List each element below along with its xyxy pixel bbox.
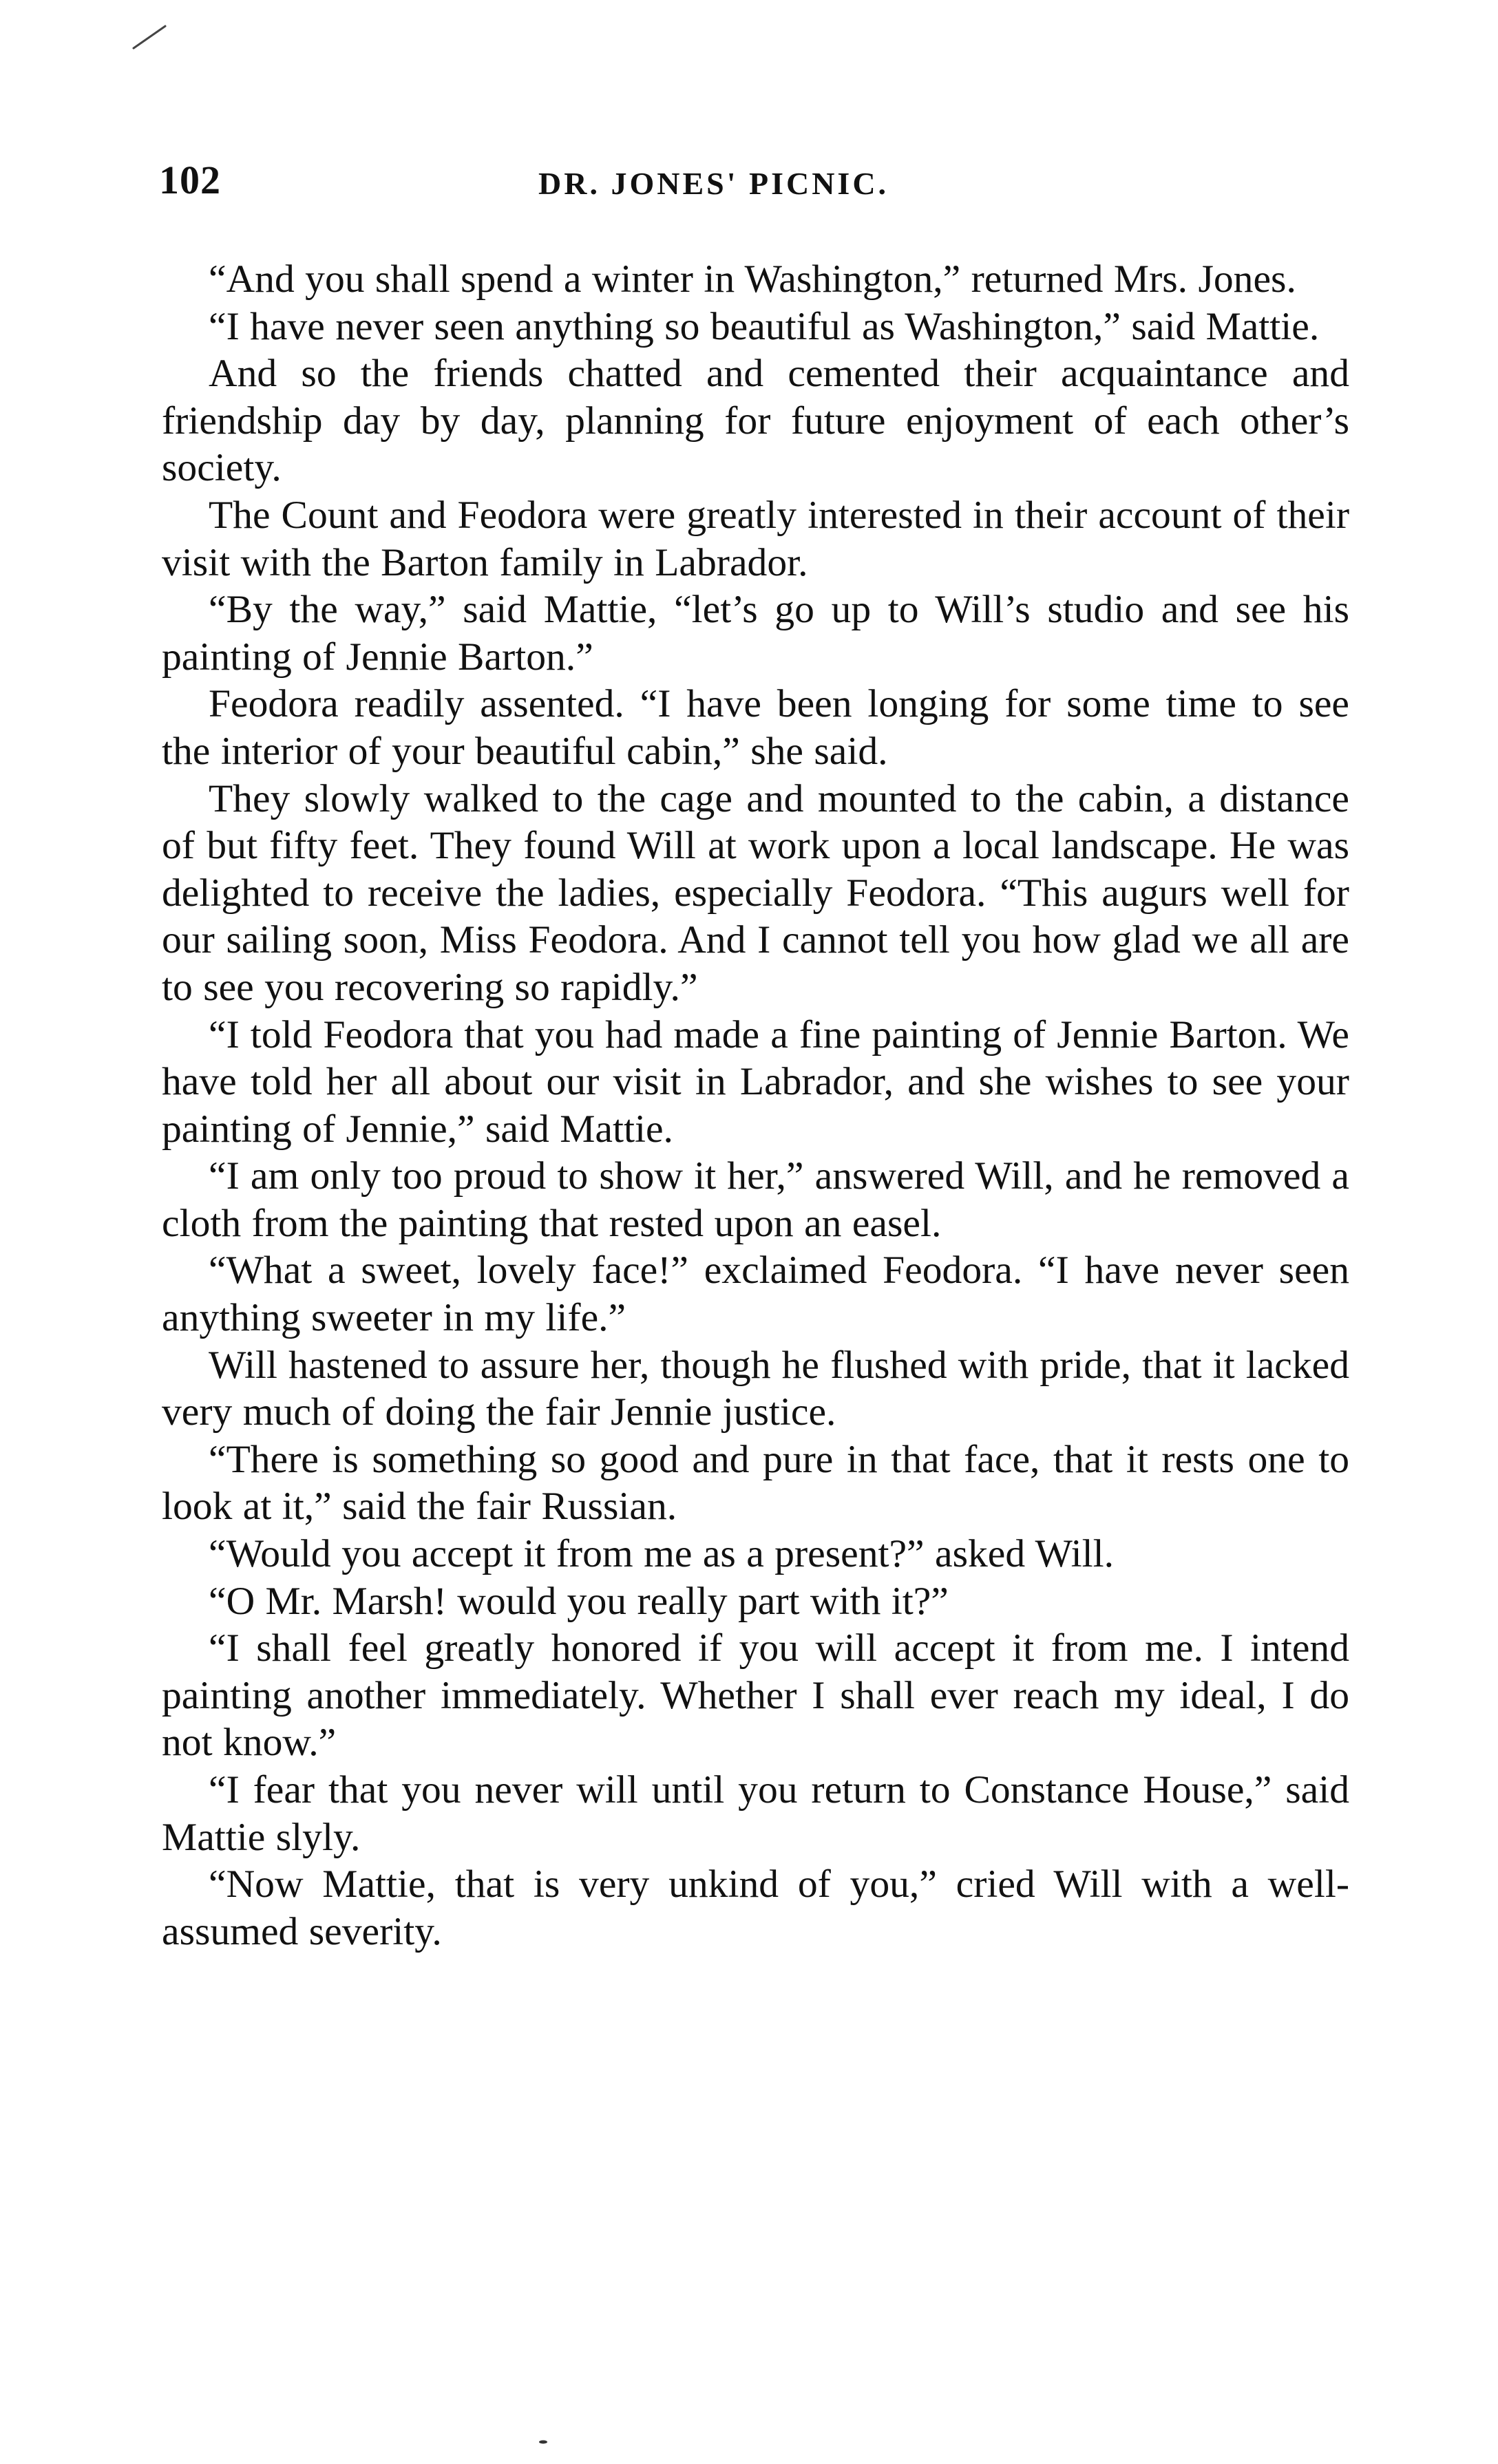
paragraph: Feodora readily assented. “I have been longing for some time to see the interior of your beautiful cabin,” she said.	[162, 682, 1349, 773]
paragraph: “O Mr. Marsh! would you really part with it?”	[209, 1579, 949, 1623]
paragraph: Will hastened to assure her, though he flushed with pride, that it lacked very much of doing the fair Jennie justice.	[162, 1343, 1349, 1434]
paragraph: “I fear that you never will until you return to Constance House,” said Mattie slyly.	[162, 1768, 1349, 1859]
paragraph: “I am only too proud to show it her,” answered Will, and he removed a cloth from the painting that rested upon an easel.	[162, 1154, 1349, 1245]
print-speck	[538, 2440, 548, 2444]
page-header	[159, 157, 1350, 219]
page-number: 102	[159, 158, 221, 202]
paragraph: “I told Feodora that you had made a fine painting of Jennie Barton. We have told her all about our visit in Labrador, and she wishes to see your painting of Jennie,” said Mattie.	[162, 1012, 1349, 1151]
paragraph: “I have never seen anything so beautiful as Washington,” said Mattie.	[209, 304, 1320, 348]
paragraph: “And you shall spend a winter in Washington,” returned Mrs. Jones.	[209, 257, 1296, 301]
paragraph: And so the friends chatted and cemented their acquaintance and friendship day by day, planning for future enjoyment of each other’s society.	[162, 352, 1349, 490]
paragraph: “There is something so good and pure in that face, that it rests one to look at it,” said the fair Russian.	[162, 1437, 1349, 1529]
pencil-tick-mark	[132, 25, 167, 50]
paragraph: “Now Mattie, that is very unkind of you,” cried Will with a well-assumed severity.	[162, 1862, 1349, 1953]
paragraph: “I shall feel greatly honored if you will accept it from me. I intend painting another immediately. Whether I shall ever reach my ideal, I do not know.”	[162, 1626, 1349, 1765]
running-title: DR. JONES' PICNIC.	[538, 166, 889, 201]
paragraph: “By the way,” said Mattie, “let’s go up to Will’s studio and see his painting of Jennie Barton.”	[162, 588, 1349, 679]
paragraph: “What a sweet, lovely face!” exclaimed Feodora. “I have never seen anything sweeter in my life.”	[162, 1249, 1349, 1340]
paragraph: They slowly walked to the cage and mounted to the cabin, a distance of but fifty feet. They found Will at work upon a local landscape. He was delighted to receive the ladies, especially Feodora. “This augurs well for our sailing soon, Miss Feodora. And I cannot tell you how glad we all are to see you recovering so rapidly.”	[162, 776, 1349, 1009]
paragraph: “Would you accept it from me as a present?” asked Will.	[209, 1532, 1114, 1576]
body-text	[162, 256, 1349, 1955]
paragraph: The Count and Feodora were greatly interested in their account of their visit with the Barton family in Labrador.	[162, 493, 1349, 584]
